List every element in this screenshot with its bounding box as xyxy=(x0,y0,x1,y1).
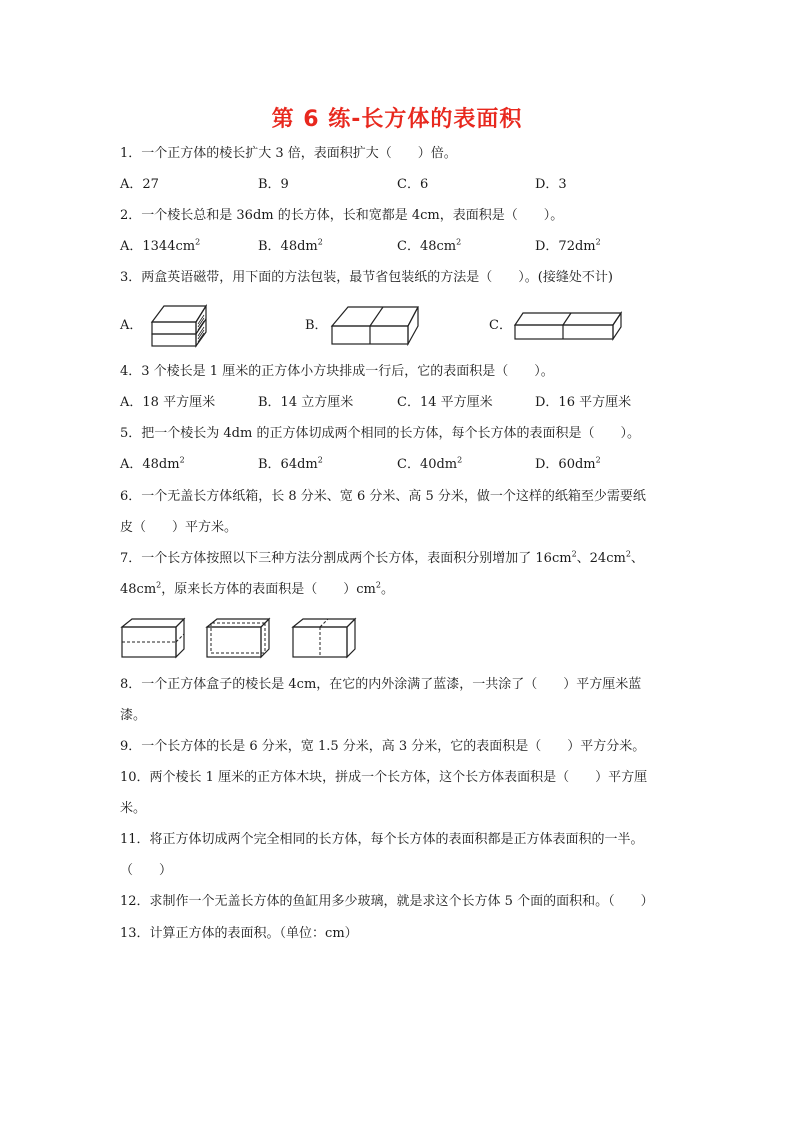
q1-option-c: C．6 xyxy=(397,177,429,192)
question-3: 3．两盒英语磁带，用下面的方法包装，最节省包装纸的方法是（ ）。(接缝处不计) xyxy=(120,270,613,285)
q1-option-b: B．9 xyxy=(258,177,289,192)
question-13: 13．计算正方体的表面积。（单位：cm） xyxy=(120,926,358,941)
page-title: 第 6 练-长方体的表面积 xyxy=(271,107,523,132)
q5-option-d: D．$60dm^2$ xyxy=(535,455,601,472)
question-7-line-1: 7．一个长方体按照以下三种方法分割成两个长方体，表面积分别增加了 $16cm^2$、$24cm^2$、 xyxy=(120,549,644,566)
q4-option-c: C．14 平方厘米 xyxy=(397,395,493,410)
question-8-line-1: 8．一个正方体盒子的棱长是 4cm，在它的内外涂满了蓝漆，一共涂了（ ）平方厘米蓝 xyxy=(120,677,642,692)
question-11-line-1: 11．将正方体切成两个完全相同的长方体，每个长方体的表面积都是正方体表面积的一半。 xyxy=(120,832,644,847)
q1-option-a: A．27 xyxy=(120,177,159,192)
q7-figure-3 xyxy=(291,617,357,659)
q2-option-a: A．$1344cm^2$ xyxy=(120,237,201,254)
q3-option-c: C． xyxy=(489,318,512,333)
question-10-line-1: 10．两个棱长 1 厘米的正方体木块，拼成一个长方体，这个长方体表面积是（ ）平方厘 xyxy=(120,770,648,785)
question-6-line-2: 皮（ ）平方米。 xyxy=(120,520,238,535)
q2-option-b: B．$48dm^2$ xyxy=(258,237,323,254)
question-6-line-1: 6．一个无盖长方体纸箱，长 8 分米、宽 6 分米、高 5 分米，做一个这样的纸箱至少需要纸 xyxy=(120,489,646,504)
q5-option-c: C．$40dm^2$ xyxy=(397,455,463,472)
q3-figure-b xyxy=(330,304,420,346)
q2-option-c: C．$48cm^2$ xyxy=(397,237,462,254)
question-11-line-2: （ ） xyxy=(120,863,173,878)
q4-option-d: D．16 平方厘米 xyxy=(535,395,632,410)
q7-figure-2 xyxy=(205,617,271,659)
q5-option-a: A．$48dm^2$ xyxy=(120,455,185,472)
q3-figure-c xyxy=(513,309,623,341)
question-12: 12．求制作一个无盖长方体的鱼缸用多少玻璃，就是求这个长方体 5 个面的面积和。（ ） xyxy=(120,894,654,909)
q3-option-a: A． xyxy=(120,318,143,333)
q1-option-d: D．3 xyxy=(535,177,567,192)
question-4: 4．3 个棱长是 1 厘米的正方体小方块排成一行后，它的表面积是（ ）。 xyxy=(120,364,554,379)
q3-option-b: B． xyxy=(305,318,328,333)
question-2: 2．一个棱长总和是 36dm 的长方体，长和宽都是 4cm，表面积是（ ）。 xyxy=(120,208,564,223)
q5-option-b: B．$64dm^2$ xyxy=(258,455,323,472)
question-1: 1．一个正方体的棱长扩大 3 倍，表面积扩大（ ）倍。 xyxy=(120,146,457,161)
question-9: 9．一个长方体的长是 6 分米，宽 1.5 分米，高 3 分米，它的表面积是（ ）平方分米。 xyxy=(120,739,646,754)
q4-option-b: B．14 立方厘米 xyxy=(258,395,354,410)
question-10-line-2: 米。 xyxy=(120,801,147,816)
question-8-line-2: 漆。 xyxy=(120,708,147,723)
question-5: 5．把一个棱长为 4dm 的正方体切成两个相同的长方体，每个长方体的表面积是（ ）。 xyxy=(120,426,640,441)
q4-option-a: A．18 平方厘米 xyxy=(120,395,216,410)
question-7-line-2: $48cm^2$，原来长方体的表面积是（ ）$cm^2$。 xyxy=(120,580,394,597)
q7-figure-1 xyxy=(120,617,186,659)
q3-figure-a xyxy=(150,302,208,348)
q2-option-d: D．$72dm^2$ xyxy=(535,237,601,254)
